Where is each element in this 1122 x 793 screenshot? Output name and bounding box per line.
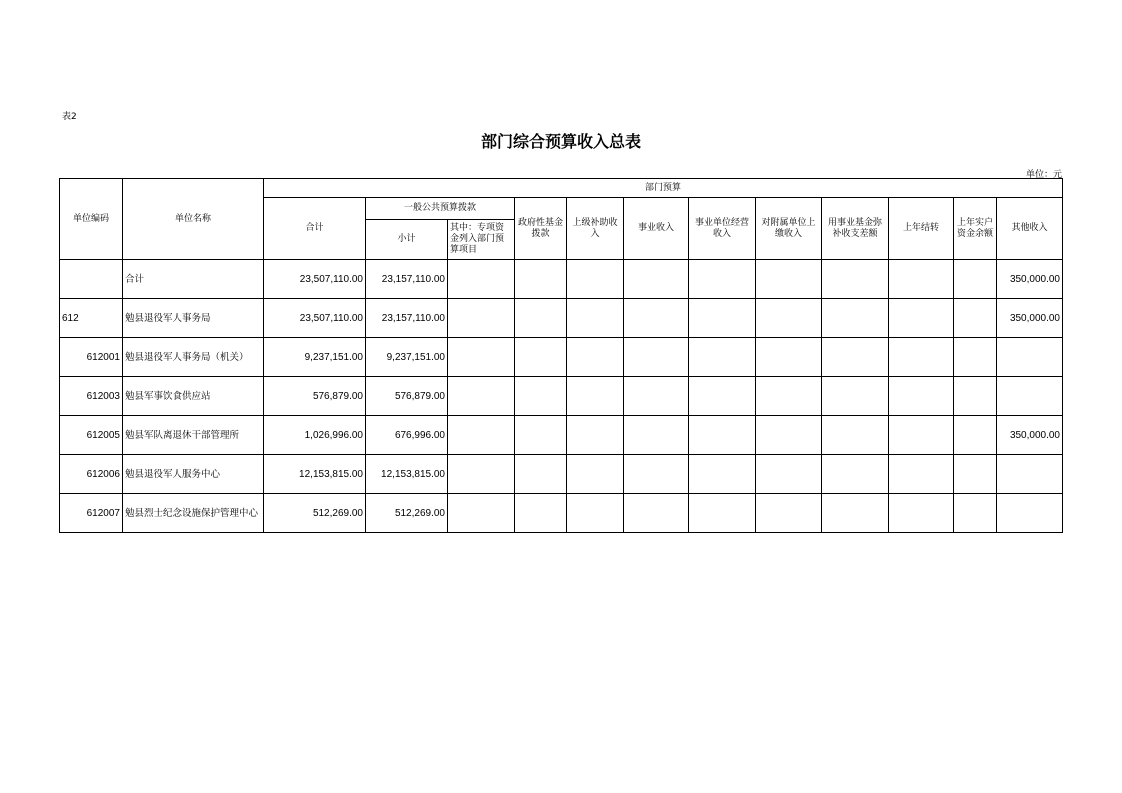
cell-affiliated-payment (756, 377, 822, 416)
cell-carryover (889, 299, 954, 338)
cell-total: 1,026,996.00 (264, 416, 366, 455)
cell-business-fund-offset (822, 494, 889, 533)
cell-business-operation (689, 338, 756, 377)
cell-code: 612006 (60, 455, 123, 494)
header-other-income: 其他收入 (997, 198, 1063, 260)
cell-business-income (624, 377, 689, 416)
cell-special-funds (448, 299, 515, 338)
cell-affiliated-payment (756, 260, 822, 299)
cell-special-funds (448, 338, 515, 377)
cell-business-operation (689, 416, 756, 455)
header-dept-budget: 部门预算 (264, 179, 1063, 198)
cell-prior-balance (954, 416, 997, 455)
cell-special-funds (448, 455, 515, 494)
cell-gov-fund (515, 299, 567, 338)
cell-special-funds (448, 260, 515, 299)
cell-total: 9,237,151.00 (264, 338, 366, 377)
table-row (60, 455, 1063, 494)
cell-carryover (889, 455, 954, 494)
table-row-total (60, 260, 1063, 299)
header-business-operation: 事业单位经营收入 (689, 198, 756, 260)
cell-carryover (889, 260, 954, 299)
cell-upper-subsidy (567, 377, 624, 416)
table-row (60, 494, 1063, 533)
cell-upper-subsidy (567, 455, 624, 494)
cell-subtotal: 9,237,151.00 (366, 338, 448, 377)
cell-affiliated-payment (756, 494, 822, 533)
cell-business-income (624, 299, 689, 338)
header-prior-balance: 上年实户资金余额 (954, 198, 997, 260)
cell-upper-subsidy (567, 338, 624, 377)
table-row (60, 377, 1063, 416)
cell-code: 612003 (60, 377, 123, 416)
cell-name: 勉县烈士纪念设施保护管理中心 (123, 494, 264, 533)
header-business-income: 事业收入 (624, 198, 689, 260)
cell-other-income (997, 338, 1063, 377)
cell-business-income (624, 416, 689, 455)
table-row (60, 299, 1063, 338)
cell-subtotal: 676,996.00 (366, 416, 448, 455)
header-subtotal: 小计 (366, 220, 448, 260)
cell-code: 612 (60, 299, 123, 338)
cell-gov-fund (515, 338, 567, 377)
cell-gov-fund (515, 455, 567, 494)
cell-total: 512,269.00 (264, 494, 366, 533)
cell-carryover (889, 377, 954, 416)
header-total: 合计 (264, 198, 366, 260)
cell-business-fund-offset (822, 377, 889, 416)
cell-carryover (889, 338, 954, 377)
cell-prior-balance (954, 377, 997, 416)
cell-subtotal: 23,157,110.00 (366, 260, 448, 299)
cell-business-fund-offset (822, 299, 889, 338)
header-code: 单位编码 (60, 179, 123, 260)
cell-affiliated-payment (756, 455, 822, 494)
cell-business-operation (689, 377, 756, 416)
cell-subtotal: 12,153,815.00 (366, 455, 448, 494)
table-number-label: 表2 (62, 112, 77, 122)
cell-business-operation (689, 299, 756, 338)
cell-gov-fund (515, 377, 567, 416)
cell-gov-fund (515, 260, 567, 299)
cell-name: 合计 (123, 260, 264, 299)
table-row (60, 338, 1063, 377)
cell-business-operation (689, 455, 756, 494)
cell-business-fund-offset (822, 416, 889, 455)
cell-carryover (889, 416, 954, 455)
cell-affiliated-payment (756, 338, 822, 377)
cell-code: 612007 (60, 494, 123, 533)
cell-special-funds (448, 494, 515, 533)
header-name: 单位名称 (123, 179, 264, 260)
unit-label: 单位：元 (1025, 170, 1062, 180)
cell-name: 勉县军事饮食供应站 (123, 377, 264, 416)
header-general-budget: 一般公共预算拨款 (366, 198, 515, 220)
cell-subtotal: 512,269.00 (366, 494, 448, 533)
cell-upper-subsidy (567, 416, 624, 455)
cell-gov-fund (515, 494, 567, 533)
cell-other-income: 350,000.00 (997, 299, 1063, 338)
cell-affiliated-payment (756, 416, 822, 455)
cell-code: 612001 (60, 338, 123, 377)
cell-upper-subsidy (567, 260, 624, 299)
cell-total: 23,507,110.00 (264, 260, 366, 299)
header-carryover: 上年结转 (889, 198, 954, 260)
cell-prior-balance (954, 260, 997, 299)
cell-name: 勉县退役军人事务局（机关） (123, 338, 264, 377)
cell-other-income: 350,000.00 (997, 260, 1063, 299)
cell-prior-balance (954, 455, 997, 494)
cell-name: 勉县退役军人服务中心 (123, 455, 264, 494)
cell-upper-subsidy (567, 299, 624, 338)
header-upper-subsidy: 上级补助收入 (567, 198, 624, 260)
cell-business-operation (689, 494, 756, 533)
cell-gov-fund (515, 416, 567, 455)
cell-other-income (997, 494, 1063, 533)
cell-business-income (624, 338, 689, 377)
cell-upper-subsidy (567, 494, 624, 533)
budget-income-table (59, 178, 1063, 533)
cell-code: 612005 (60, 416, 123, 455)
cell-business-operation (689, 260, 756, 299)
cell-special-funds (448, 416, 515, 455)
cell-other-income (997, 455, 1063, 494)
cell-prior-balance (954, 338, 997, 377)
cell-total: 576,879.00 (264, 377, 366, 416)
cell-business-fund-offset (822, 260, 889, 299)
page-title: 部门综合预算收入总表 (480, 132, 641, 151)
cell-special-funds (448, 377, 515, 416)
cell-name: 勉县退役军人事务局 (123, 299, 264, 338)
header-gov-fund: 政府性基金拨款 (515, 198, 567, 260)
cell-business-income (624, 494, 689, 533)
table-row (60, 416, 1063, 455)
cell-other-income (997, 377, 1063, 416)
header-business-fund-offset: 用事业基金弥补收支差额 (822, 198, 889, 260)
cell-business-income (624, 260, 689, 299)
cell-business-fund-offset (822, 455, 889, 494)
cell-total: 12,153,815.00 (264, 455, 366, 494)
cell-prior-balance (954, 494, 997, 533)
cell-carryover (889, 494, 954, 533)
cell-subtotal: 23,157,110.00 (366, 299, 448, 338)
header-affiliated-payment: 对附属单位上缴收入 (756, 198, 822, 260)
header-special-funds: 其中：专项资金列入部门预算项目 (448, 220, 515, 260)
cell-subtotal: 576,879.00 (366, 377, 448, 416)
cell-name: 勉县军队离退休干部管理所 (123, 416, 264, 455)
cell-affiliated-payment (756, 299, 822, 338)
cell-business-income (624, 455, 689, 494)
cell-other-income: 350,000.00 (997, 416, 1063, 455)
cell-business-fund-offset (822, 338, 889, 377)
cell-total: 23,507,110.00 (264, 299, 366, 338)
cell-code (60, 260, 123, 299)
cell-prior-balance (954, 299, 997, 338)
